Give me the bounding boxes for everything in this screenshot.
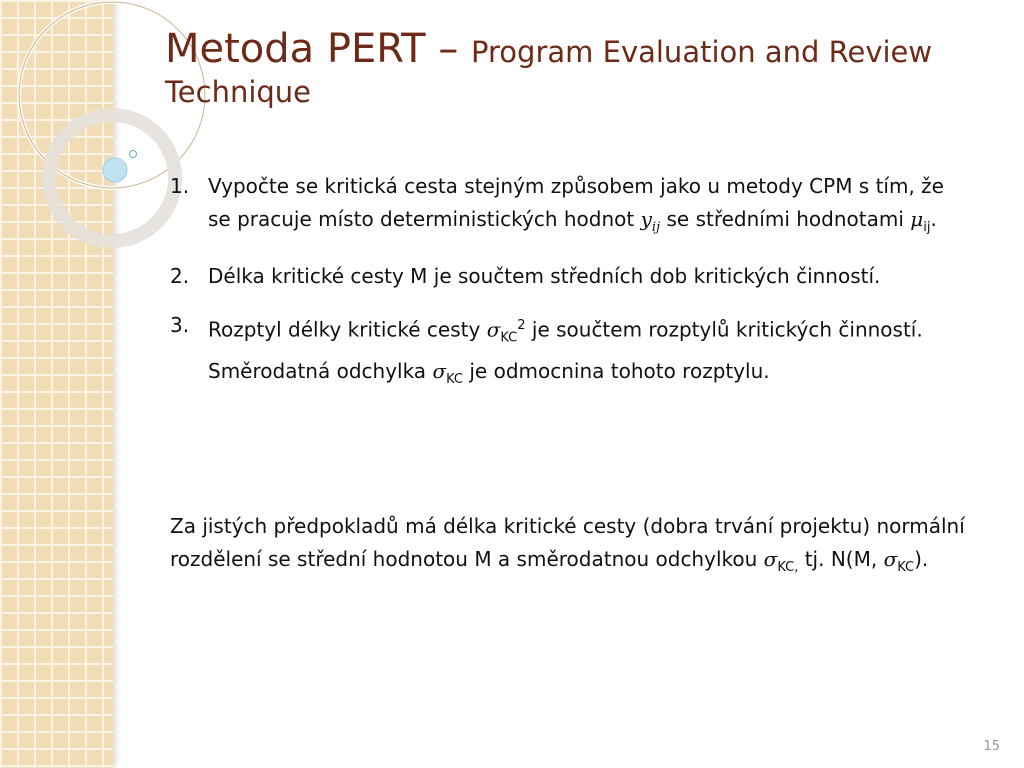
- slide-title: [165, 24, 1024, 110]
- title-rest: Program Evaluation and Review Technique: [165, 35, 933, 109]
- numbered-list: [170, 170, 970, 412]
- title-main: Metoda PERT –: [165, 26, 472, 72]
- item-text: Délka kritické cesty M je součtem středních dob kritických činností.: [208, 264, 881, 288]
- summary-paragraph: Za jistých předpokladů má délka kritické cesty (dobra trvání projektu) normální rozdělení se střední hodnotou M a směrodatnou odchylkou $\sigma_{KC,}$ tj. N(M, $\sigma_{KC}$).: [170, 514, 965, 575]
- item-text: Vypočte se kritická cesta stejným způsobem jako u metody CPM s tím, že se pracuje místo deterministických hodnot $y_{ij}$ se středními hodnotami $\mu_{ij}$.: [208, 174, 944, 235]
- item-number: 3.: [170, 313, 190, 337]
- item-number: 1.: [170, 174, 190, 198]
- page-number: 15: [983, 739, 1000, 754]
- item-text: Rozptyl délky kritické cesty $\sigma_{KC}^2$ je součtem rozptylů kritických činností. Směrodatná odchylka $\sigma_{KC}$ je odmocnina tohoto rozptylu.: [208, 317, 923, 387]
- list-item: [170, 260, 970, 293]
- item-number: 2.: [170, 264, 190, 288]
- list-item: [170, 309, 970, 396]
- list-item: [170, 170, 970, 244]
